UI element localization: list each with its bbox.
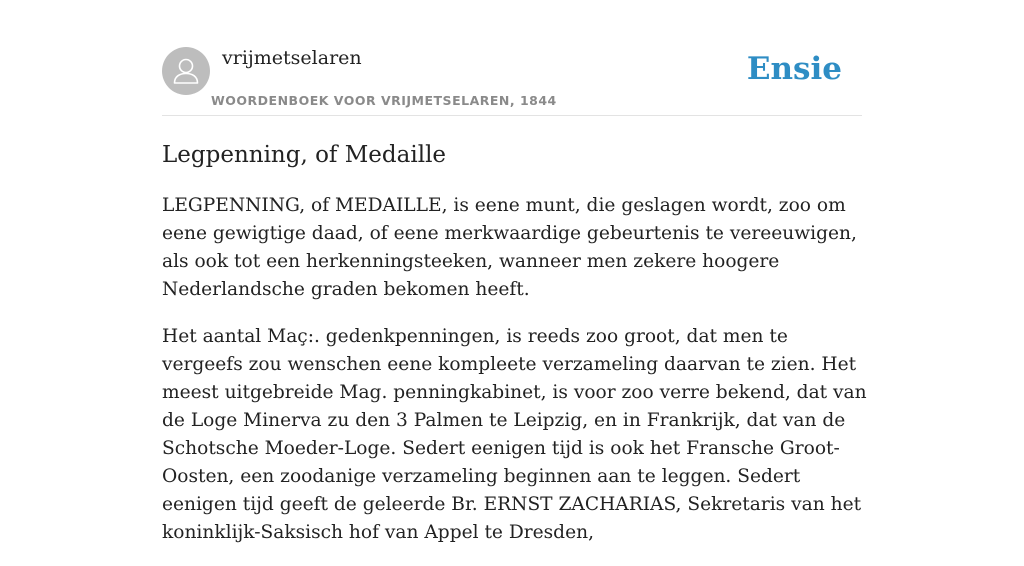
ensie-logo[interactable]: Ensie [746, 51, 842, 87]
author-name[interactable]: vrijmetselaren [222, 47, 362, 69]
article-body [162, 192, 868, 566]
header [162, 46, 862, 116]
divider [162, 115, 862, 116]
avatar[interactable] [162, 47, 210, 95]
page-title: Legpenning, of Medaille [162, 142, 447, 168]
paragraph: Het aantal Maç:. gedenkpenningen, is reeds zoo groot, dat men te vergeefs zou wenschen eene kompleete verzameling daarvan te zien. Het meest uitgebreide Mag. penningkabinet, is voor zoo verre bekend, dat van de Loge Minerva zu den 3 Palmen te Leipzig, en in Frankrijk, dat van de Schotsche Moeder-Loge. Sedert eenigen tijd is ook het Fransche Groot-Oosten, een zoodanige verzameling beginnen aan te leggen. Sedert eenigen tijd geeft de geleerde Br. ERNST ZACHARIAS, Sekretaris van het koninklijk-Saksisch hof van Appel te Dresden, [162, 326, 867, 543]
source-label[interactable]: WOORDENBOEK VOOR VRIJMETSELAREN, 1844 [211, 93, 557, 108]
paragraph: LEGPENNING, of MEDAILLE, is eene munt, die geslagen wordt, zoo om eene gewigtige daad, of eene merkwaardige gebeurtenis te vereeuwigen, als ook tot een herkenningsteeken, wanneer men zekere hoogere Nederlandsche graden bekomen heeft. [162, 195, 857, 300]
user-icon [162, 47, 210, 95]
